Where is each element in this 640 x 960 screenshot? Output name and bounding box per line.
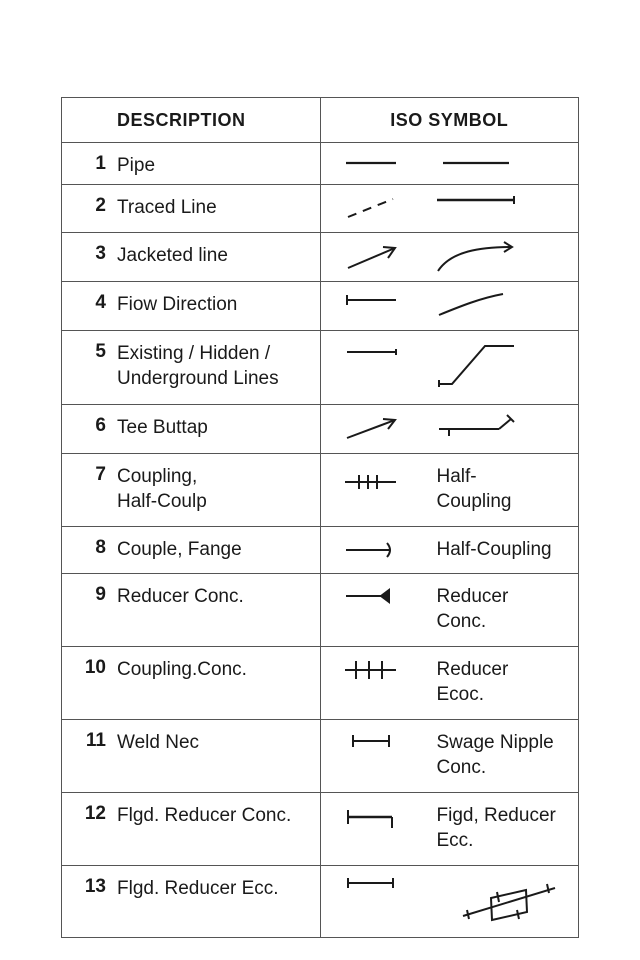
row-number: 13 (84, 876, 106, 897)
symbol-cell (320, 647, 579, 720)
iso-symbol-header: ISO SYMBOL (320, 98, 579, 143)
description-cell (62, 793, 321, 866)
row-description: Jacketed line (117, 245, 228, 266)
description-header: DESCRIPTION (62, 98, 321, 143)
symbol-cell (320, 527, 579, 574)
table-row (62, 185, 579, 233)
row-description: Weld Nec (117, 732, 200, 753)
description-cell (62, 185, 321, 233)
row-number: 4 (95, 292, 106, 313)
row-number: 1 (95, 153, 106, 174)
row-number: 7 (95, 464, 106, 485)
row-description: Traced Line (117, 197, 217, 218)
symbol-text: Reducer Ecoc. (436, 659, 509, 705)
row-number: 6 (95, 415, 106, 436)
traced-line-symbol-icon (321, 185, 579, 233)
description-cell (62, 331, 321, 405)
row-description: Existing / Hidden / Underground Lines (117, 343, 279, 389)
symbol-cell (320, 405, 579, 454)
symbol-cell (320, 331, 579, 405)
row-description: Couple, Fange (117, 539, 242, 560)
symbol-cell (320, 454, 579, 527)
symbol-cell (320, 143, 579, 185)
table-row (62, 282, 579, 331)
row-number: 9 (95, 584, 106, 605)
row-description: Fiow Direction (117, 294, 238, 315)
row-description: Pipe (117, 155, 156, 176)
table-row (62, 527, 579, 574)
table-header-row (62, 98, 579, 143)
symbol-cell (320, 233, 579, 282)
description-cell (62, 405, 321, 454)
existing-line-symbol-icon (321, 331, 579, 405)
row-description: Flgd. Reducer Ecc. (117, 878, 279, 899)
row-description: Coupling.Conc. (117, 659, 247, 680)
row-number: 11 (85, 730, 106, 751)
table-row (62, 720, 579, 793)
table-row (62, 866, 579, 938)
row-description: Tee Buttap (117, 417, 208, 438)
row-description: Coupling, Half-Coulp (117, 466, 207, 512)
row-description: Reducer Conc. (117, 586, 244, 607)
row-number: 12 (84, 803, 106, 824)
description-cell (62, 720, 321, 793)
table-row (62, 647, 579, 720)
symbol-cell (320, 574, 579, 647)
flgd-reducer-ecc-symbol-icon (321, 866, 579, 938)
jacketed-line-symbol-icon (321, 233, 579, 282)
iso-symbol-table (61, 97, 579, 938)
table-row (62, 793, 579, 866)
description-cell (62, 143, 321, 185)
pipe-symbol-icon (321, 143, 579, 185)
row-number: 3 (95, 243, 106, 264)
row-number: 8 (95, 537, 106, 558)
row-number: 5 (95, 341, 106, 362)
description-cell (62, 233, 321, 282)
table-row (62, 574, 579, 647)
table-row (62, 454, 579, 527)
symbol-text: Swage Nipple Conc. (436, 732, 554, 778)
table-row (62, 331, 579, 405)
description-cell (62, 574, 321, 647)
row-description: Flgd. Reducer Conc. (117, 805, 292, 826)
table-row (62, 233, 579, 282)
tee-buttap-symbol-icon (321, 405, 579, 454)
flow-direction-symbol-icon (321, 282, 579, 331)
description-cell (62, 527, 321, 574)
symbol-text: Reducer Conc. (436, 586, 509, 632)
description-cell (62, 647, 321, 720)
symbol-cell (320, 185, 579, 233)
table-row (62, 405, 579, 454)
row-number: 10 (84, 657, 106, 678)
symbol-cell (320, 720, 579, 793)
symbol-text: Figd, Reducer Ecc. (436, 805, 556, 851)
symbol-text: Half- Coupling (436, 466, 512, 512)
table-row (62, 143, 579, 185)
description-cell (62, 282, 321, 331)
symbol-cell (320, 866, 579, 938)
description-cell (62, 454, 321, 527)
symbol-text: Half-Coupling (436, 539, 552, 560)
row-number: 2 (95, 195, 106, 216)
symbol-cell (320, 282, 579, 331)
symbol-cell (320, 793, 579, 866)
description-cell (62, 866, 321, 938)
